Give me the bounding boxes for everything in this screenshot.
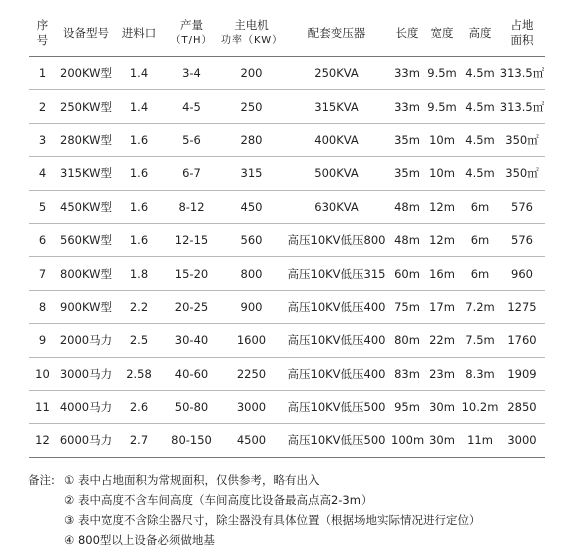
column-header: [499, 10, 545, 57]
table-cell: 4-5: [162, 90, 221, 123]
column-header-line: 配套变压器: [307, 25, 366, 40]
table-cell: 95m: [391, 390, 423, 423]
table-cell: 高压10KV低压500: [282, 390, 391, 423]
table-cell: 250KVA: [282, 57, 391, 90]
table-cell: 630KVA: [282, 190, 391, 223]
table-cell: 315KVA: [282, 90, 391, 123]
note-item: ③ 表中宽度不含除尘器尺寸，除尘器没有具体位置（根据场地实际情况进行定位）: [64, 513, 481, 527]
table-cell: 250KW型: [56, 90, 116, 123]
table-cell: 800KW型: [56, 257, 116, 290]
table-cell: 80-150: [162, 424, 221, 457]
table-cell: 2.5: [116, 324, 162, 357]
table-row: [29, 223, 545, 256]
table-cell: 1.6: [116, 123, 162, 156]
table-cell: 1.4: [116, 57, 162, 90]
table-cell: 2.6: [116, 390, 162, 423]
note-row: [28, 530, 480, 550]
note-row: [28, 510, 480, 530]
column-header: [461, 10, 499, 57]
table-row: [29, 390, 545, 423]
column-header-line: 主电机: [234, 18, 269, 32]
table-cell: 35m: [391, 157, 423, 190]
table-cell: 4.5m: [461, 123, 499, 156]
table-cell: 280: [221, 123, 282, 156]
table-cell: 80m: [391, 324, 423, 357]
table-cell: 6m: [461, 190, 499, 223]
table-cell: 高压10KV低压400: [282, 290, 391, 323]
table-cell: 8: [29, 290, 56, 323]
table-cell: 3000: [221, 390, 282, 423]
column-header-line: 进料口: [121, 25, 157, 40]
table-cell: 8-12: [162, 190, 221, 223]
table-cell: 50-80: [162, 390, 221, 423]
table-cell: 3000马力: [56, 357, 116, 390]
table-row: [29, 324, 545, 357]
table-cell: 1760: [499, 324, 545, 357]
table-cell: 高压10KV低压500: [282, 424, 391, 457]
table-cell: 10m: [423, 123, 461, 156]
table-cell: 高压10KV低压315: [282, 257, 391, 290]
note-item: ② 表中高度不含车间高度（车间高度比设备最高点高2-3m）: [64, 493, 373, 507]
table-cell: 8.3m: [461, 357, 499, 390]
table-row: [29, 123, 545, 156]
table-cell: 10m: [423, 157, 461, 190]
table-cell: 576: [499, 190, 545, 223]
note-item: ④ 800型以上设备必须做地基: [64, 533, 215, 547]
table-cell: 11m: [461, 424, 499, 457]
table-cell: 200KW型: [56, 57, 116, 90]
table-cell: 33m: [391, 90, 423, 123]
table-cell: 280KW型: [56, 123, 116, 156]
table-body: [29, 57, 545, 458]
table-cell: 15-20: [162, 257, 221, 290]
header-row: [29, 10, 545, 57]
table-cell: 7.5m: [461, 324, 499, 357]
table-cell: 10.2m: [461, 390, 499, 423]
table-cell: 5: [29, 190, 56, 223]
table-cell: 23m: [423, 357, 461, 390]
table-cell: 11: [29, 390, 56, 423]
column-header-line: 宽度: [430, 25, 454, 40]
table-cell: 7.2m: [461, 290, 499, 323]
table-row: [29, 190, 545, 223]
table-cell: 6-7: [162, 157, 221, 190]
table-cell: 9.5m: [423, 90, 461, 123]
table-cell: 2.2: [116, 290, 162, 323]
table-cell: 3-4: [162, 57, 221, 90]
table-cell: 35m: [391, 123, 423, 156]
table-cell: 6: [29, 223, 56, 256]
column-header-line: 占地: [510, 18, 534, 32]
table-cell: 48m: [391, 223, 423, 256]
table-cell: 6m: [461, 223, 499, 256]
note-row: [28, 490, 480, 510]
table-cell: 9.5m: [423, 57, 461, 90]
column-header-line: （T/H）: [170, 35, 213, 46]
table-cell: 4500: [221, 424, 282, 457]
table-cell: 12m: [423, 190, 461, 223]
equipment-spec-table: [29, 10, 545, 458]
column-header: [162, 10, 221, 57]
table-cell: 315KW型: [56, 157, 116, 190]
table-cell: 450: [221, 190, 282, 223]
table-cell: 12m: [423, 223, 461, 256]
table-cell: 40-60: [162, 357, 221, 390]
table-cell: 4.5m: [461, 157, 499, 190]
table-cell: 500KVA: [282, 157, 391, 190]
table-cell: 12: [29, 424, 56, 457]
column-header: [116, 10, 162, 57]
table-cell: 3: [29, 123, 56, 156]
table-row: [29, 257, 545, 290]
table-cell: 5-6: [162, 123, 221, 156]
column-header-line: 长度: [395, 25, 419, 40]
table-cell: 30m: [423, 390, 461, 423]
column-header: [282, 10, 391, 57]
table-cell: 2.7: [116, 424, 162, 457]
table-row: [29, 90, 545, 123]
table-cell: 350㎡: [499, 157, 545, 190]
table-cell: 6000马力: [56, 424, 116, 457]
table-cell: 900KW型: [56, 290, 116, 323]
table-cell: 1600: [221, 324, 282, 357]
column-header-line: 号: [36, 33, 49, 47]
column-header-line: 产量: [180, 18, 203, 32]
column-header: [423, 10, 461, 57]
table-cell: 250: [221, 90, 282, 123]
table-cell: 2250: [221, 357, 282, 390]
column-header: [29, 10, 56, 57]
table-cell: 100m: [391, 424, 423, 457]
column-header-line: 高度: [468, 25, 492, 40]
column-header-line: 功率（KW）: [221, 35, 284, 46]
table-cell: 960: [499, 257, 545, 290]
table-cell: 高压10KV低压400: [282, 357, 391, 390]
table-row: [29, 357, 545, 390]
table-cell: 1.4: [116, 90, 162, 123]
note-row: [28, 470, 480, 490]
table-cell: 3000: [499, 424, 545, 457]
table-cell: 450KW型: [56, 190, 116, 223]
table-cell: 1.6: [116, 223, 162, 256]
table-cell: 4: [29, 157, 56, 190]
note-item: ① 表中占地面积为常规面积，仅供参考，略有出入: [64, 473, 320, 487]
table-cell: 2: [29, 90, 56, 123]
table-cell: 17m: [423, 290, 461, 323]
table-cell: 2850: [499, 390, 545, 423]
table-cell: 10: [29, 357, 56, 390]
table-row: [29, 57, 545, 90]
table-cell: 30m: [423, 424, 461, 457]
table-cell: 60m: [391, 257, 423, 290]
table-cell: 313.5㎡: [499, 57, 545, 90]
notes-section: [28, 470, 480, 550]
table-cell: 30-40: [162, 324, 221, 357]
table-cell: 4.5m: [461, 90, 499, 123]
table-cell: 4.5m: [461, 57, 499, 90]
column-header: [56, 10, 116, 57]
table-cell: 560: [221, 223, 282, 256]
table-cell: 900: [221, 290, 282, 323]
table-cell: 22m: [423, 324, 461, 357]
table-cell: 75m: [391, 290, 423, 323]
table-row: [29, 157, 545, 190]
table-cell: 313.5㎡: [499, 90, 545, 123]
table-cell: 1.6: [116, 157, 162, 190]
table-cell: 高压10KV低压800: [282, 223, 391, 256]
notes-label: 备注:: [28, 473, 55, 487]
table-cell: 12-15: [162, 223, 221, 256]
table-cell: 2.58: [116, 357, 162, 390]
table-cell: 400KVA: [282, 123, 391, 156]
table-cell: 200: [221, 57, 282, 90]
table-cell: 800: [221, 257, 282, 290]
table-cell: 9: [29, 324, 56, 357]
table-cell: 48m: [391, 190, 423, 223]
table-cell: 7: [29, 257, 56, 290]
table-cell: 1: [29, 57, 56, 90]
column-header: [221, 10, 282, 57]
table-cell: 1.6: [116, 190, 162, 223]
table-cell: 350㎡: [499, 123, 545, 156]
table-cell: 576: [499, 223, 545, 256]
column-header-line: 序: [36, 18, 49, 32]
column-header-line: 面积: [510, 33, 534, 47]
table-cell: 高压10KV低压400: [282, 324, 391, 357]
table-cell: 1275: [499, 290, 545, 323]
column-header-line: 设备型号: [63, 25, 109, 40]
table-row: [29, 424, 545, 457]
table-row: [29, 290, 545, 323]
table-cell: 1.8: [116, 257, 162, 290]
table-cell: 560KW型: [56, 223, 116, 256]
table-cell: 1909: [499, 357, 545, 390]
table-cell: 6m: [461, 257, 499, 290]
table-cell: 20-25: [162, 290, 221, 323]
table-cell: 33m: [391, 57, 423, 90]
table-cell: 16m: [423, 257, 461, 290]
column-header: [391, 10, 423, 57]
table-cell: 4000马力: [56, 390, 116, 423]
table-cell: 2000马力: [56, 324, 116, 357]
table-cell: 315: [221, 157, 282, 190]
table-cell: 83m: [391, 357, 423, 390]
